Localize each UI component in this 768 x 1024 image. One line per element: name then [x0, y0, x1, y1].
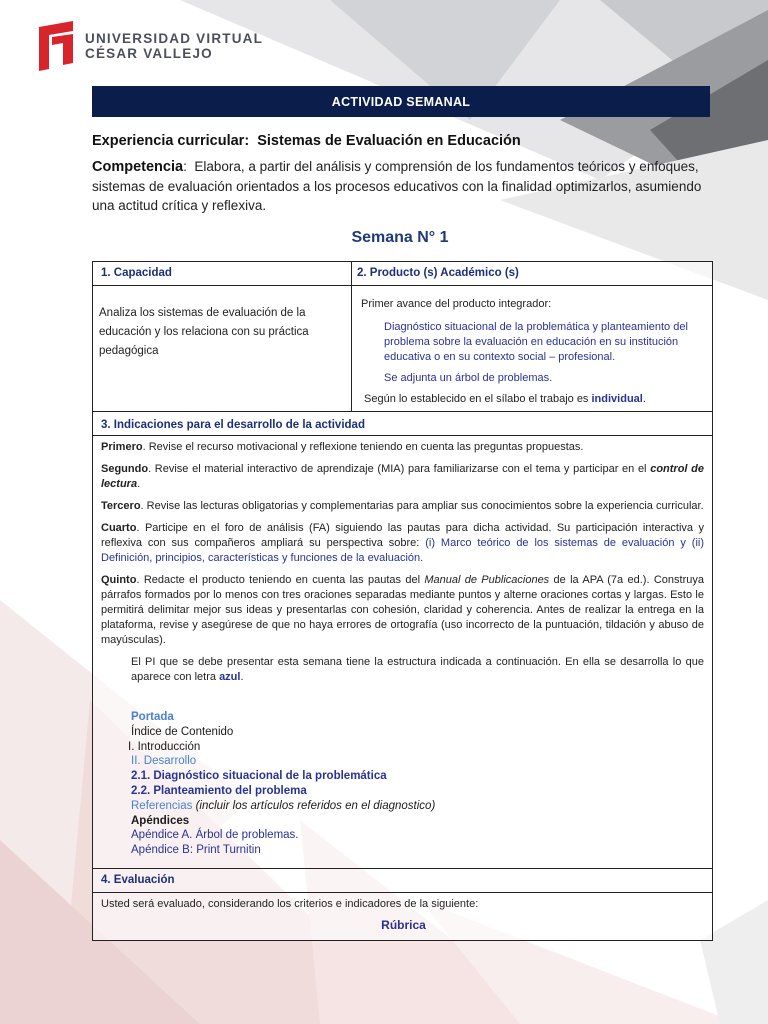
step-cuarto: Cuarto. Participe en el foro de análisis (FA) siguiendo las pautas para dicha actividad. Su participación interactiva y reflexiva con sus compañeros ampliará su perspectiva sobre: (i) Marco teórico de los sistemas de evaluación y (ii) Definición, principios, características y funciones de la evaluación. [101, 522, 705, 564]
rubrica-link[interactable]: Rúbrica [381, 918, 426, 932]
comp-label: Competencia [92, 159, 184, 175]
outline-introduccion: I. Introducción [128, 740, 201, 753]
step-quinto: Quinto. Redacte el producto teniendo en cuenta las pautas del Manual de Publicaciones de la APA (7a ed.). Construya párrafos formados por lo menos con tres oraciones separadas mediante puntos y alterne oraciones cortas y largas. Esto le permitirá delimitar mejor sus ideas y presentarlas con cohesión, claridad y coherencia. Antes de realizar la entrega en la plataforma, revise y asegúrese de que no haya errores de ortografía (uso incorrecto de la puntuación, tildación y abuso de mayúsculas). [101, 574, 704, 646]
producto-individual: individual [591, 393, 643, 405]
capacidad-text: Analiza los sistemas de evaluación de la educación y los relaciona con su práctica pedagógica [99, 307, 309, 357]
week-title: Semana N° 1 [351, 229, 449, 246]
university-logo [37, 20, 263, 72]
activity-banner: ACTIVIDAD SEMANAL [92, 86, 710, 117]
step-segundo: Segundo. Revise el material interactivo de aprendizaje (MIA) para familiarizarse con el tema y participar en el control de lectura. [101, 463, 704, 490]
experiencia-curricular [92, 133, 521, 149]
outline-apendice-b: Apéndice B: Print Turnitin [131, 844, 261, 857]
step-tercero: Tercero. Revise las lecturas obligatorias y complementarias para ampliar sus conocimientos sobre la experiencia curricular. [101, 500, 704, 512]
producto-arbol: Se adjunta un árbol de problemas. [384, 372, 553, 384]
outline-desarrollo: II. Desarrollo [131, 755, 197, 768]
step-primero: Primero. Revise el recurso motivacional y reflexione teniendo en cuenta las preguntas propuestas. [101, 441, 584, 453]
outline-apendices: Apéndices [131, 814, 190, 827]
indicaciones-body [101, 440, 704, 692]
evaluacion-text: Usted será evaluado, considerando los criterios e indicadores de la siguiente: [101, 898, 479, 910]
producto-description: Diagnóstico situacional de la problemática y planteamiento del problema sobre la evaluación en educación en su institución educativa o en su contexto social – profesional. [384, 321, 688, 363]
comp-text: Elabora, a partir del análisis y comprensión de los fundamentos teóricos y enfoques, sistemas de evaluación orientados a los procesos educativos con la finalidad optimizarlos, asumiendo una actitud crítica y reflexiva. [92, 159, 702, 213]
producto-intro: Primer avance del producto integrador: [361, 298, 552, 310]
outline-apendice-a: Apéndice A. Árbol de problemas. [131, 829, 299, 842]
activity-table [92, 261, 713, 941]
logo-line2: CÉSAR VALLEJO [85, 46, 213, 61]
outline-planteamiento: 2.2. Planteamiento del problema [131, 784, 307, 797]
indicaciones-header: 3. Indicaciones para el desarrollo de la actividad [101, 419, 365, 431]
pi-structure-text: El PI que se debe presentar esta semana tiene la estructura indicada a continuación. En ella se desarrolla lo que aparece con letra azul. [131, 656, 704, 683]
producto-foot-text: Según lo establecido en el sílabo el trabajo es [364, 393, 589, 405]
capacidad-header: 1. Capacidad [101, 267, 172, 279]
producto-header: 2. Producto (s) Académico (s) [357, 267, 519, 279]
outline-referencias: Referencias (incluir los artículos referidos en el diagnostico) [131, 799, 436, 812]
pi-structure-outline [128, 710, 436, 858]
ucv-shield-icon [37, 21, 75, 71]
evaluacion-header: 4. Evaluación [101, 874, 175, 886]
producto-footer: Según lo establecido en el sílabo el trabajo es individual. [364, 393, 646, 405]
outline-diagnostico: 2.1. Diagnóstico situacional de la problemática [131, 770, 387, 783]
logo-line1: UNIVERSIDAD VIRTUAL [85, 31, 264, 46]
exp-value: Sistemas de Evaluación en Educación [257, 133, 521, 149]
competencia: Competencia: Elabora, a partir del análisis y comprensión de los fundamentos teóricos y enfoques, sistemas de evaluación orientados a los procesos educativos con la finalidad optimizarlos, asumiendo una actitud crítica y reflexiva. [92, 159, 702, 213]
outline-portada: Portada [131, 711, 174, 723]
exp-label: Experiencia curricular: [92, 133, 250, 149]
outline-indice: Índice de Contenido [131, 725, 234, 738]
